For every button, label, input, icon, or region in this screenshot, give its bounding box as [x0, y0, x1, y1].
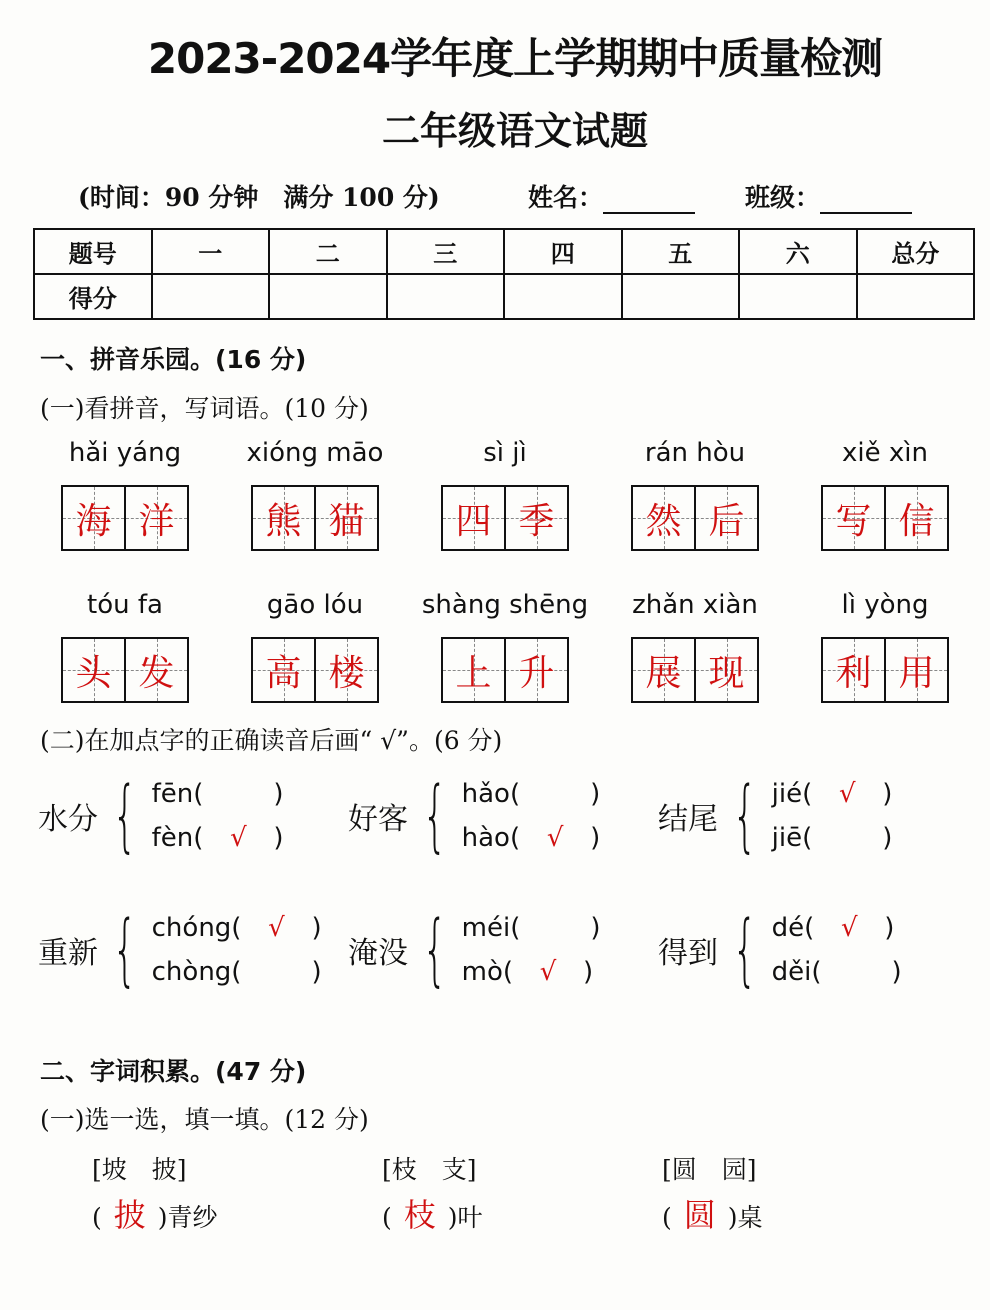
pinyin-option[interactable]	[152, 772, 284, 816]
tianzige-cell	[633, 639, 694, 701]
answer-char: 海	[75, 500, 112, 542]
option-close: )	[882, 779, 893, 809]
answer-char: 上	[455, 652, 492, 694]
pinyin-label: xióng māo	[246, 438, 384, 468]
time-info: (时间：90 分钟 满分 100 分)	[78, 183, 440, 212]
tianzige-box	[441, 485, 569, 551]
tianzige-cell	[884, 639, 947, 701]
option-pinyin: hào(	[461, 823, 521, 853]
polyphone-group	[348, 906, 601, 994]
check-mark: √	[546, 823, 564, 853]
pinyin-option[interactable]	[462, 950, 601, 994]
polyphone-word: 淹没	[348, 936, 408, 971]
polyphone-group	[658, 906, 902, 994]
tianzige-cell	[124, 487, 187, 549]
score-header-cell: 四	[504, 229, 622, 274]
check-mark	[241, 950, 311, 994]
polyphone-word: 重新	[38, 936, 98, 971]
tianzige-box	[821, 485, 949, 551]
polyphone-word: 好客	[348, 802, 408, 837]
fill-item	[92, 1190, 218, 1236]
option-pinyin: chóng(	[151, 913, 242, 943]
score-input-cell[interactable]	[504, 274, 622, 319]
score-header-cell: 题号	[34, 229, 152, 274]
option-pinyin: chòng(	[151, 957, 242, 987]
answer-char: 展	[645, 652, 682, 694]
score-input-cell[interactable]	[269, 274, 387, 319]
tianzige-cell	[124, 639, 187, 701]
option-pinyin: méi(	[461, 913, 521, 943]
answer-char: 发	[138, 652, 175, 694]
polyphone-group	[658, 772, 892, 860]
pinyin-option[interactable]	[152, 816, 284, 860]
option-close: )	[311, 913, 322, 943]
answer-char: 升	[518, 652, 555, 694]
score-input-cell[interactable]	[152, 274, 270, 319]
score-input-cell[interactable]	[857, 274, 975, 319]
tianzige-cell	[633, 487, 694, 549]
score-header-cell: 五	[622, 229, 740, 274]
section1-part2-title: (二)在加点字的正确读音后画“ √”。(6 分)	[40, 726, 503, 755]
tianzige-cell	[823, 639, 884, 701]
section2-title: 二、字词积累。(47 分)	[40, 1057, 307, 1086]
tianzige-cell	[504, 487, 567, 549]
paren: (	[382, 1203, 392, 1232]
tianzige-box	[821, 637, 949, 703]
answer-char: 信	[898, 500, 935, 542]
section1-part1-title: (一)看拼音，写词语。(10 分)	[40, 394, 369, 423]
paren: )	[447, 1203, 458, 1232]
answer-char: 利	[835, 652, 872, 694]
exam-subtitle: 二年级语文试题	[381, 109, 648, 153]
tianzige-box	[251, 637, 379, 703]
tianzige-cell	[504, 639, 567, 701]
options	[772, 906, 902, 994]
section2-part1-title: (一)选一选，填一填。(12 分)	[40, 1105, 369, 1134]
pinyin-label: tóu fa	[87, 590, 163, 620]
tianzige-box	[441, 637, 569, 703]
options	[772, 772, 893, 860]
options	[152, 906, 322, 994]
brace: {	[732, 771, 758, 861]
option-close: )	[590, 779, 601, 809]
pinyin-label: hǎi yáng	[68, 438, 182, 468]
pinyin-option[interactable]	[152, 950, 322, 994]
score-input-cell[interactable]	[739, 274, 857, 319]
pinyin-option[interactable]	[462, 816, 601, 860]
tianzige-cell	[823, 487, 884, 549]
check-mark	[520, 772, 590, 816]
score-input-cell[interactable]	[387, 274, 505, 319]
tianzige-cell	[253, 487, 314, 549]
answer-char: 洋	[138, 500, 175, 542]
name-field[interactable]	[603, 186, 695, 214]
score-header-cell: 六	[739, 229, 857, 274]
fill-suffix: 叶	[457, 1203, 483, 1232]
name-label: 姓名：	[528, 183, 604, 212]
score-table	[33, 228, 975, 320]
score-row-label: 得分	[34, 274, 152, 319]
polyphone-group	[348, 772, 600, 860]
option-close: )	[590, 913, 601, 943]
paren: (	[92, 1203, 102, 1232]
brace: {	[422, 771, 448, 861]
score-header-cell: 总分	[857, 229, 975, 274]
exam-title: 2023-2024学年度上学期期中质量检测	[147, 34, 883, 83]
check-mark: √	[230, 823, 247, 853]
fill-answer[interactable]: 圆	[683, 1196, 716, 1234]
tianzige-cell	[694, 639, 757, 701]
check-mark: √	[841, 913, 858, 943]
option-close: )	[590, 823, 601, 853]
tianzige-cell	[314, 487, 377, 549]
answer-char: 头	[75, 652, 112, 694]
tianzige-box	[251, 485, 379, 551]
tianzige-box	[61, 485, 189, 551]
tianzige-box	[61, 637, 189, 703]
pinyin-option[interactable]	[152, 906, 322, 950]
tianzige-cell	[314, 639, 377, 701]
score-input-cell[interactable]	[622, 274, 740, 319]
pinyin-label: shàng shēng	[421, 590, 589, 620]
answer-char: 然	[645, 500, 682, 542]
check-mark: √	[838, 779, 856, 809]
answer-char: 猫	[328, 500, 365, 542]
pinyin-label: gāo lóu	[266, 590, 364, 620]
fill-suffix: 青纱	[167, 1203, 218, 1232]
check-mark	[812, 816, 882, 860]
class-field[interactable]	[820, 186, 912, 214]
pinyin-option[interactable]	[462, 772, 601, 816]
option-pinyin: děi(	[771, 957, 822, 987]
brace: {	[112, 771, 138, 861]
options	[462, 772, 601, 860]
choice-options: [圆 园]	[662, 1155, 757, 1184]
options	[462, 906, 601, 994]
option-pinyin: mò(	[461, 957, 514, 987]
brace: {	[422, 905, 448, 995]
polyphone-word: 得到	[658, 936, 718, 971]
tianzige-cell	[253, 639, 314, 701]
pinyin-label: lì yòng	[841, 590, 929, 620]
pinyin-label: sì jì	[483, 438, 527, 468]
option-close: )	[884, 913, 895, 943]
tianzige-cell	[443, 487, 504, 549]
answer-char: 用	[898, 652, 935, 694]
paren: (	[662, 1203, 672, 1232]
option-pinyin: fēn(	[151, 779, 204, 809]
check-mark	[822, 950, 892, 994]
polyphone-group	[38, 772, 284, 860]
answer-char: 现	[708, 652, 745, 694]
tianzige-box	[631, 637, 759, 703]
paren: )	[727, 1203, 738, 1232]
polyphone-word: 水分	[38, 802, 98, 837]
section1-title: 一、拼音乐园。(16 分)	[40, 345, 307, 374]
answer-char: 高	[265, 652, 302, 694]
brace: {	[112, 905, 138, 995]
answer-char: 熊	[265, 500, 302, 542]
class-label: 班级：	[745, 183, 821, 212]
pinyin-label: zhǎn xiàn	[632, 590, 758, 620]
tianzige-cell	[443, 639, 504, 701]
check-mark: √	[268, 913, 285, 943]
answer-char: 写	[835, 500, 872, 542]
polyphone-group	[38, 906, 322, 994]
polyphone-word: 结尾	[658, 802, 718, 837]
option-close: )	[583, 957, 594, 987]
option-pinyin: hǎo(	[461, 779, 521, 809]
answer-char: 四	[455, 500, 492, 542]
option-pinyin: jié(	[771, 779, 813, 809]
score-header-cell: 二	[269, 229, 387, 274]
tianzige-cell	[63, 487, 124, 549]
fill-answer[interactable]: 披	[113, 1196, 146, 1234]
tianzige-cell	[63, 639, 124, 701]
check-mark	[520, 906, 590, 950]
check-mark	[203, 772, 273, 816]
fill-item	[382, 1190, 483, 1236]
pinyin-option[interactable]	[772, 772, 893, 816]
option-close: )	[882, 823, 893, 853]
option-close: )	[891, 957, 902, 987]
option-pinyin: fèn(	[151, 823, 204, 853]
answer-char: 后	[708, 500, 745, 542]
option-pinyin: jiē(	[771, 823, 813, 853]
pinyin-label: xiě xìn	[842, 438, 928, 468]
fill-item	[662, 1190, 763, 1236]
pinyin-option[interactable]	[462, 906, 601, 950]
score-header-cell: 三	[387, 229, 505, 274]
options	[152, 772, 284, 860]
pinyin-option[interactable]	[772, 906, 902, 950]
answer-char: 楼	[328, 652, 365, 694]
pinyin-option[interactable]	[772, 816, 893, 860]
option-close: )	[273, 779, 284, 809]
option-pinyin: dé(	[771, 913, 815, 943]
tianzige-cell	[884, 487, 947, 549]
pinyin-label: rán hòu	[644, 438, 746, 468]
score-header-cell: 一	[152, 229, 270, 274]
brace: {	[732, 905, 758, 995]
choice-options: [枝 支]	[382, 1155, 477, 1184]
option-close: )	[273, 823, 284, 853]
fill-suffix: 桌	[737, 1203, 763, 1232]
check-mark: √	[539, 957, 557, 987]
option-close: )	[311, 957, 322, 987]
choice-options: [坡 披]	[92, 1155, 187, 1184]
tianzige-cell	[694, 487, 757, 549]
fill-answer[interactable]: 枝	[403, 1196, 436, 1234]
paren: )	[157, 1203, 168, 1232]
pinyin-option[interactable]	[772, 950, 902, 994]
tianzige-box	[631, 485, 759, 551]
answer-char: 季	[518, 500, 555, 542]
